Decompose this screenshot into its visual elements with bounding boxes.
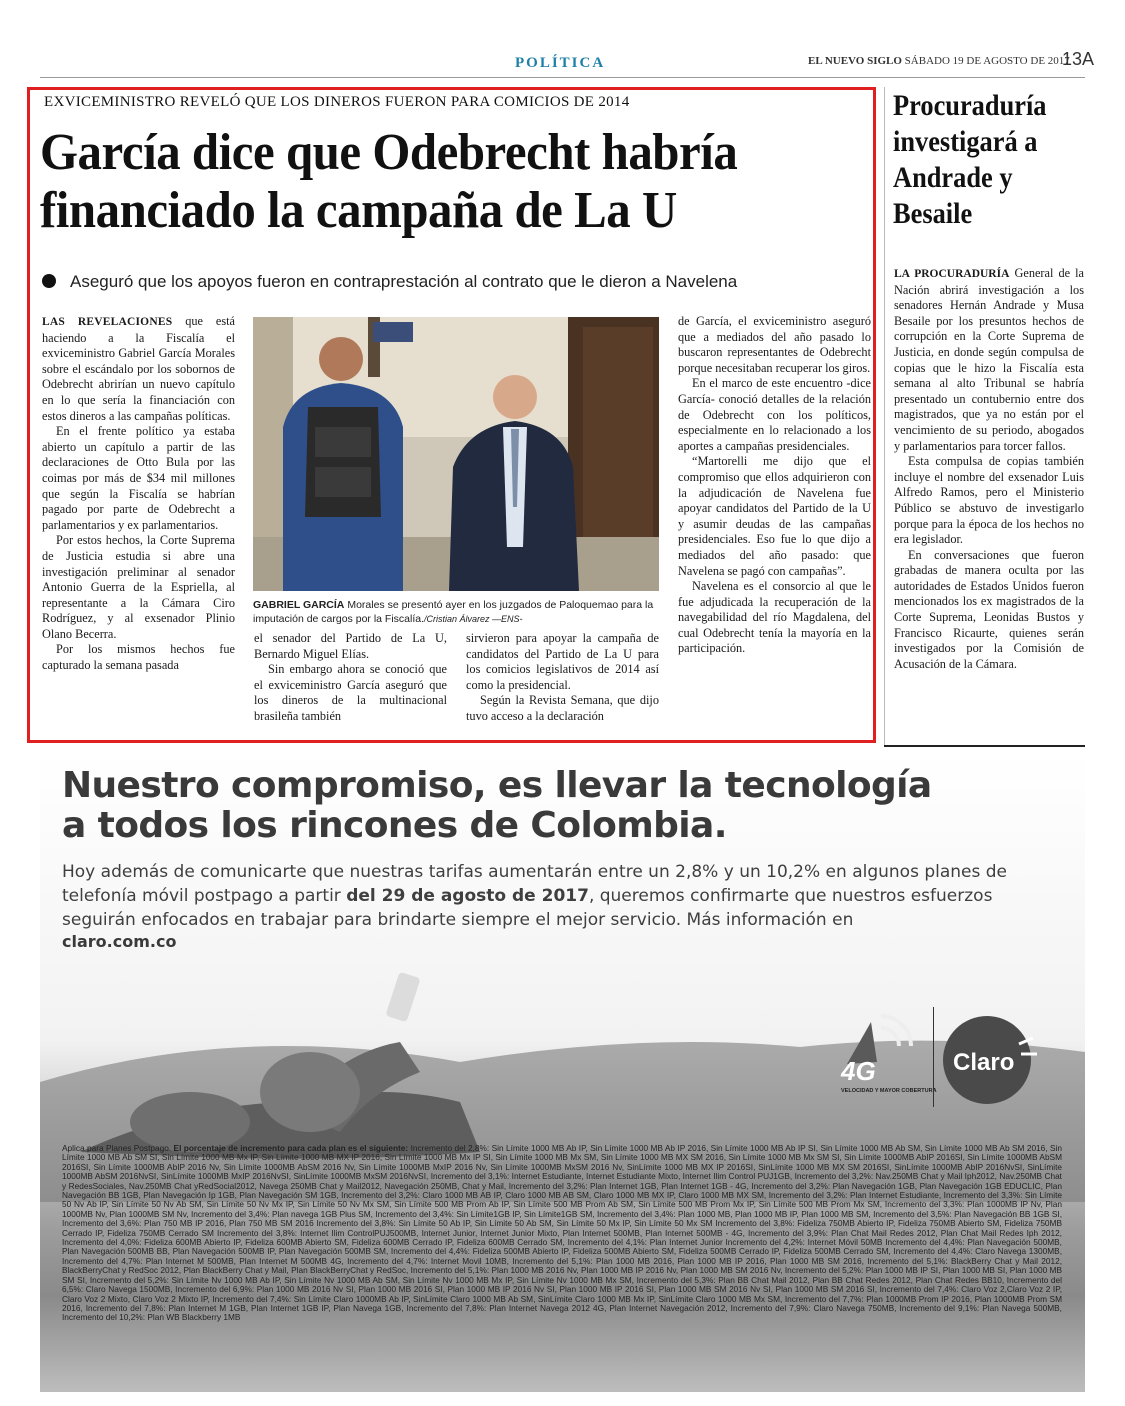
article-column-2 bbox=[254, 631, 447, 725]
photo-image bbox=[253, 317, 659, 591]
paragraph: En el frente político ya estaba abierto un capítulo a partir de las declaraciones de Otto Bula por las coimas por más de $34 mil millones que según la Fiscalía se habrían pagado por parte de Odebrecht a parlamentarios y ex parlamentarios. bbox=[42, 424, 235, 532]
headline-line-1: García dice que Odebrecht habría bbox=[40, 124, 738, 181]
header-divider bbox=[40, 77, 1085, 78]
sidebar-divider bbox=[884, 87, 885, 747]
claro-logo bbox=[941, 1010, 1041, 1110]
fine-print-bold: El porcentaje de incremento para cada plan es el siguiente: bbox=[173, 1143, 409, 1153]
ad-body-text: , queremos confirmarte que nuestros esfuerzos seguirán enfocados en trabajar para brindarte siempre el mejor servicio. Más información en bbox=[62, 886, 993, 930]
fine-print-intro: Aplica para Planes Postpago. bbox=[62, 1143, 174, 1153]
caption-name: GABRIEL GARCÍA bbox=[253, 599, 345, 611]
paragraph: Sin embargo ahora se conoció que el exviceministro García aseguró que los dineros de la multinacional brasileña también bbox=[254, 662, 447, 723]
logo-separator bbox=[933, 1007, 934, 1107]
paragraph: de García, el exviceministro aseguró que a mediados del año pasado lo buscaron representantes de Odebrecht porque necesitaban recuperar los giros. bbox=[678, 314, 871, 375]
logo-4g bbox=[837, 1002, 937, 1122]
ad-fine-print bbox=[62, 1144, 1062, 1323]
paragraph: En conversaciones que fueron grabadas de manera oculta por las autoridades de Estados Unidos fueron mencionados los ex magistrados de la Corte Suprema, Leonidas Bustos y Francisco Ricaurte, quienes serán investigados por la Comisión de Acusación de la Cámara. bbox=[894, 547, 1084, 671]
ad-headline bbox=[62, 766, 1072, 846]
sidebar-body bbox=[894, 266, 1084, 672]
caption-text: Morales se presentó ayer en los juzgados de Paloquemao para la imputación de cargos por la Fiscalía. bbox=[253, 599, 654, 625]
lead-in: LAS REVELACIONES bbox=[42, 316, 173, 328]
section-label: POLÍTICA bbox=[515, 55, 606, 71]
bullet-icon bbox=[42, 274, 56, 288]
paragraph: Navelena es el consorcio al que le fue adjudicada la recuperación de la navegabilidad del río Magdalena, del cual Odebrecht tenía la mayoría en la participación. bbox=[678, 579, 871, 656]
paper-name: EL NUEVO SIGLO bbox=[808, 55, 902, 67]
caption-credit: /Cristian Álvarez —ENS- bbox=[424, 614, 523, 624]
ad-headline-line-2: a todos los rincones de Colombia. bbox=[62, 805, 727, 846]
ad-body bbox=[62, 860, 1062, 932]
article-headline bbox=[40, 124, 820, 240]
paragraph: En el marco de este encuentro -dice García- conoció detalles de la relación de Odebrecht con los políticos, especialmente en lo relacionado a los aportes a campañas presidenciales. bbox=[678, 376, 871, 453]
sidebar-headline: Procuraduría investigará a Andrade y Besaile bbox=[893, 89, 1047, 230]
article-photo bbox=[253, 317, 659, 591]
article-kicker: EXVICEMINISTRO REVELÓ QUE LOS DINEROS FUERON PARA COMICIOS DE 2014 bbox=[44, 94, 630, 110]
ad-url-link[interactable]: claro.com.co bbox=[62, 932, 177, 951]
sidebar-end-rule bbox=[884, 745, 1085, 747]
fine-print-text: Incremento del 2,8%: Sin Límite 1000 MB Ab IP, Sin Límite 1000 MB Ab IP 2016, Sin Límite 1000 MB Ab IP SI, Sin Límite 1000 MB Ab SM, Sin Límite 1000 MB Ab SM 2016, Sin Límite 1000 MB Ab SM SI, Sin Límite 1000 MB Mx IP, Sin Límite 1000 MB MX IP 2016, Sin Límite 1000 MB Mx IP SI, Sin Límite 1000 MB Mx SM, Sin Límite 1000 MB MX SM 2016, Sin Límite 1000 MB Mx SM SI, Sin Límite 1000MB AbIP 2016SI, Sin Límite 1000MB AbSM 2016SI, Sin Límite 1000MB AbIP 2016 Nv, Sin Límite 1000MB AbSM 2016 Nv, Sin Límite 1000MB MxIP 2016 Nv, Sin Límite 1000MB MxSM 2016 Nv, SinLímite 1000 MB MX IP 2016SI, SinLímite 1000 MB MX SM 2016SI, SinLímite 1000MB AbIP 2016NvSI, SinLímite 1000MB AbSM 2016NvSI, SinLímite 1000MB MxIP 2016NvSI, SinLímite 1000MB MxSM 2016NvSI, Incremento del 3,1%: Internet Estudiante, Internet Estudiante Mixto, Internet Ilim Control PUJ1GB, Incremento del 3,2%: Nav.250MB Chat y Mail Iph2012, Nav.250MB Chat y RedesSociales, Nav.250MB Chat yRedSocial2012, Navega 250MB Chat y Mail2012, Navegación 250MB, Chat y Mail, Incremento del 3,2%: Plan Internet 1GB, Plan Internet 1GB - 4G, Incremento del 3,2%: Plan Navegación 1GB, Plan Navegación 1GB EDUCLIC, Plan Navegación BB 1GB, Plan Navegación Ip 1GB, Plan Navegación SM 1GB, Incremento del 3,2%: Claro 1000 MB AB IP, Claro 1000 MB AB SM, Claro 1000 MB MX IP, Claro 1000 MB MX SM, Incremento del 3,2%: Plan Internet Estudiante, Incremento del 3,3%: Sin Límite 50 Nv Ab IP, Sin Límite 50 Nv Ab SM, Sin Límite 50 Nv Mx IP, Sin Límite 50 Nv Mx SM, Sin Límite 500 MB Prom Ab IP, Sin Límite 500 MB Prom Ab SM, Sin Límite 500 MB Prom Mx IP, Sin Límite 500 MB Prom Mx SM, Incremento del 3,3%: Plan 1000MB IP Nv, Plan 1000MB Nv, Plan 1000MB SM Nv, Incremento del 3,4%: Plan navega 1GB Plus SM, Incremento del 3,4%: Sin Límite1GB IP, Sin Límite1GB SM, Incremento del 3,4%: Plan 1000 MB, Plan 1000 MB IP, Plan 1000 MB SM, Incremento del 3,5%: Plan Navegación BB 1GB SI, Incremento del 3,6%: Plan 750 MB IP 2016, Plan 750 MB SM 2016 Incremento del 3,8%: Sin Límite 50 Ab IP, Sin Límite 50 Ab SM, Sin Límite 50 Mx IP, Sin Límite 50 Mx SM Incremento del 3,8%: Fideliza 750MB Abierto IP, Fideliza 750MB Abierto SM, Fideliza 750MB Cerrado IP, Fideliza 750MB Cerrado SM Incremento del 3,8%: Internet Ilim ControlPUJ500MB, Internet Junior, Internet Junior Mixto, Plan Internet 500MB, Plan Internet 500MB - 4G, Incremento del 3,9%: Plan Chat Mail Redes 2012, Plan Chat Mail Redes Iph 2012, Incremento del 4,0%: Fideliza 600MB Abierto IP, Fideliza 600MB Abierto SM, Fideliza 600MB Cerrado IP, Fideliza 600MB Cerrado SM, Incremento del 4,1%: Plan Internet Junior Incremento del 4,2%: Internet Móvil 50MB Incremento del 4,4%: Plan Navegación 500MB, Plan Navegación 500MB BB, Plan Navegación 500MB IP, Plan Navegación 500MB SM, Incremento del 4,4%: Fideliza 500MB Abierto IP, Fideliza 500MB Abierto SM, Fideliza 500MB Cerrado IP, Fideliza 500MB Cerrado SM, Incremento del 4,4%: Claro Navega 1300MB, Incremento del 4,7%: Plan Internet M 500MB, Plan Internet M 500MB 4G, Incremento del 4,7%: Internet Movil 10MB, Incremento del 5,1%: Plan 1000 MB 2016, Plan 1000 MB IP 2016, Plan 1000 MB SM 2016, Incremento del 5,1%: BlackBerry Chat y Mail 2012, BlackBerryChat y RedSoc 2012, Plan BlackBerry Chat y Mail, Plan BlackBerryChat y RedSoc, Incremento del 5,1%: Plan 1000 MB 2016 Nv, Plan 1000 MB IP 2016 Nv, Plan 1000 MB SM 2016 Nv, Incremento del 5,2%: Plan 1000 MB IP SI, Plan 1000 MB SI, Plan 1000 MB SM SI, Incremento del 5,2%: Sin Límite Nv 1000 MB Ab IP, Sin Límite Nv 1000 MB Ab SM, Sin Límite Nv 1000 MB Mx IP, Sin Límite Nv 1000 MB Mx SM, Incremento del 5,3%: Plan BB Chat Mail 2012, Plan BB Chat Redes 2012, Plan Chat Redes BB10, Incremento del 6,5%: Claro Navega 1500MB, Incremento del 6,9%: Plan 1000 MB 2016 Nv SI, Plan 1000 MB 2016 SI, Plan 1000 MB IP 2016 Nv SI, Plan 1000 MB IP 2016 SI, Plan 1000 MB SM 2016 Nv SI, Plan 1000 MB SM 2016 SI, Incremento del 7,4%: Claro Voz 2,Claro Voz 2 IP, Claro Voz 2 Mixto, Claro Voz 2 Mixto IP, Incremento del 7,4%: Sin Límite Claro 1000MB Ab IP, SinLímite Claro 1000 MB Ab SM, SinLímite Claro 1000 MB Mx IP, SinLímite Claro 1000 MB Mx SM, Incremento del 7,7%: Plan 1000MB Prom IP 2016, Plan 1000MB Prom SM 2016, Incremento del 7,8%: Plan Internet M 1GB, Plan Internet 1GB IP, Plan Navega 1GB, Incremento del 7,8%: Plan Internet Navega 2012 4G, Plan Internet Navegación 2012, Incremento del 7,9%: Claro Navega 750MB, Incremento del 9,1%: Plan Navega 500MB, Incremento del 10,2%: Plan WB Blackberry 1MB bbox=[62, 1143, 1062, 1323]
paragraph bbox=[894, 266, 1084, 454]
ad-headline-line-1: Nuestro compromiso, es llevar la tecnología bbox=[62, 765, 932, 806]
4g-signal-icon bbox=[837, 1002, 937, 1122]
article-column-3 bbox=[466, 631, 659, 725]
paragraph: “Martorelli me dijo que el compromiso que ellos adquirieron con la adjudicación de Navelena fue apoyar candidatos del Partido de la U y asumir deudas de las campañas presidenciales. Eso fue lo que dijo a mediados del año pasado: que Navelena se pagó con campañas”. bbox=[678, 454, 871, 578]
logo-4g-subtext: VELOCIDAD Y MAYOR COBERTURA bbox=[841, 1088, 937, 1094]
article-column-1 bbox=[42, 314, 235, 674]
paragraph: Por estos hechos, la Corte Suprema de Justicia estudia si abre una investigación preliminar al senador Antonio Guerra de la Espriella, al representante a la Cámara Ciro Rodríguez, y al exsenador Plinio Olano Becerra. bbox=[42, 533, 235, 641]
headline-line-2: financiado la campaña de La U bbox=[40, 182, 677, 239]
ad-body-text: Hoy además de comunicarte que nuestras tarifas aumentarán entre un 2,8% y un 10,2% en algunos planes de telefonía móvil postpago a partir bbox=[62, 862, 1008, 906]
claro-logo-text: Claro bbox=[953, 1049, 1015, 1076]
paragraph-text: General de la Nación abrirá investigación a los senadores Hernán Andrade y Musa Besaile por los presuntos hechos de corrupción en la Corte Suprema de Justicia, en donde según compulsa de copias que le hizo la Fiscalía esta semana al alto Tribunal se habría presentado un contubernio entre dos magistrados, que ya no están por el vencimiento de su periodo, abogados y parlamentarios para torcer fallos. bbox=[894, 266, 1085, 453]
issue-date: SÁBADO 19 DE AGOSTO DE 2017 bbox=[904, 55, 1070, 67]
paragraph: sirvieron para apoyar la campaña de candidatos del Partido de La U para los comicios legislativos de 2014 así como la presidencial. bbox=[466, 631, 659, 692]
paragraph-text: que está haciendo a la Fiscalía el exviceministro Gabriel García Morales sobre el escándalo por los sobornos de Odebrecht abrirían un nuevo capítulo en lo que sería la financiación con estos dineros a las campañas políticas. bbox=[42, 314, 236, 423]
paragraph bbox=[42, 314, 235, 424]
page-number: 13A bbox=[1062, 49, 1095, 69]
article-column-4 bbox=[678, 314, 871, 657]
masthead bbox=[808, 55, 1070, 67]
photo-caption bbox=[253, 598, 663, 626]
logo-4g-text: 4G bbox=[841, 1056, 876, 1086]
paragraph: Por los mismos hechos fue capturado la semana pasada bbox=[42, 642, 235, 673]
subhead-text: Aseguró que los apoyos fueron en contraprestación al contrato que le dieron a Navelena bbox=[70, 272, 738, 291]
claro-advertisement bbox=[40, 752, 1085, 1392]
lead-in: LA PROCURADURÍA bbox=[894, 268, 1010, 280]
paragraph: el senador del Partido de La U, Bernardo Miguel Elías. bbox=[254, 631, 447, 661]
article-subhead bbox=[42, 272, 737, 292]
paragraph: Esta compulsa de copias también incluye el nombre del exsenador Luis Alfredo Ramos, pero el Ministerio Público se abstuvo de investigarlo porque para la época de los hechos no era legislador. bbox=[894, 454, 1084, 547]
claro-logo-icon bbox=[941, 1010, 1041, 1110]
paragraph: Según la Revista Semana, que dijo tuvo acceso a la declaración bbox=[466, 693, 659, 723]
ad-body-date: del 29 de agosto de 2017 bbox=[346, 886, 589, 906]
